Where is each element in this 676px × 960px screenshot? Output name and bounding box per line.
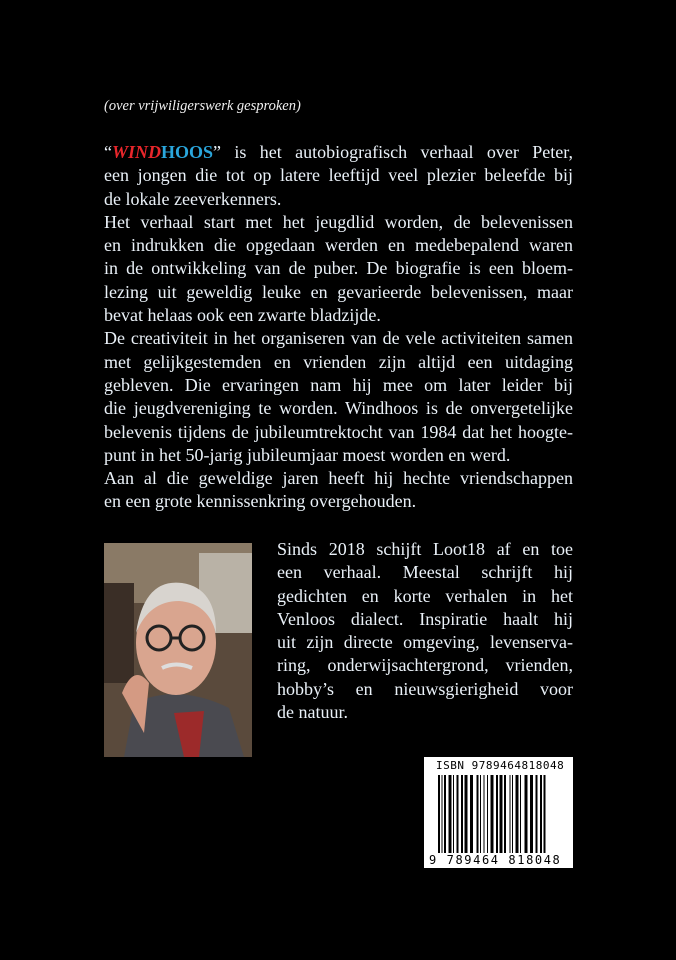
isbn-label: ISBN 9789464818048 [436, 759, 565, 772]
blurb [104, 141, 573, 514]
barcode-bar [453, 775, 454, 853]
barcode-bar [500, 775, 503, 853]
blurb-line: Aan al die geweldige jaren heeft hij hechte vriendschappen [104, 468, 573, 489]
barcode-bar [457, 775, 459, 853]
blurb-line: een jongen die tot op latere leeftijd veel plezier beleefde bij [104, 165, 573, 186]
isbn-digits: 9 789464 818048 [429, 853, 562, 867]
quote: “ [104, 142, 112, 162]
barcode-bar [510, 775, 511, 853]
barcode-bar [480, 775, 481, 853]
blurb-line: in de ontwikkeling van de puber. De biografie is een bloem- [104, 258, 573, 279]
barcode-bar [496, 775, 498, 853]
barcode-bar [449, 775, 452, 853]
barcode-bar [461, 775, 463, 853]
barcode-bar [470, 775, 473, 853]
barcode-bar [512, 775, 513, 853]
blurb-line: punt in het 50-jarig jubileumjaar moest worden en werd. [104, 444, 511, 465]
barcode-bars [438, 775, 558, 865]
blurb-line [104, 141, 573, 164]
barcode-bar [442, 775, 443, 865]
isbn-barcode [424, 757, 573, 868]
bio-line: hobby’s en nieuwsgierigheid voor [277, 678, 573, 699]
barcode-bar [477, 775, 479, 853]
barcode-bar [520, 775, 521, 853]
blurb-line: De creativiteit in het organiseren van de vele activiteiten samen [104, 328, 573, 349]
bio-line: uit zijn directe omgeving, levenserva- [277, 632, 573, 653]
barcode-bar [504, 775, 506, 853]
blurb-line: en indrukken die opgedaan werden en medebepalend waren [104, 235, 573, 256]
barcode-bar [484, 775, 485, 853]
blurb-line-rest: is het autobiografisch verhaal over Peter, [221, 142, 573, 162]
barcode-bar [525, 775, 528, 853]
blurb-line: lezing uit geweldig leuke en gevarieerde belevenissen, maar [104, 281, 573, 302]
title-hoos: HOOS [161, 142, 214, 162]
barcode-bar [491, 775, 494, 865]
bio-line: Sinds 2018 schijft Loot18 af en toe [277, 539, 573, 559]
blurb-line: bevat helaas ook een zwarte bladzijde. [104, 305, 381, 326]
barcode-bar [544, 775, 546, 865]
barcode-bar [438, 775, 440, 865]
barcode-bar [465, 775, 468, 853]
title-wind: WIND [112, 142, 162, 162]
blurb-line: en een grote kennissenkring overgehouden. [104, 491, 417, 512]
barcode-bar [540, 775, 542, 865]
bio-line: een verhaal. Meestal schrijft hij [277, 562, 573, 583]
barcode-bar [530, 775, 533, 853]
bio-line: de natuur. [277, 702, 348, 723]
author-bio [277, 538, 573, 724]
bio-line: gedichten en korte verhalen in het [277, 585, 573, 606]
quote: ” [213, 142, 222, 162]
author-photo [104, 543, 252, 757]
blurb-line: de lokale zeeverkenners. [104, 188, 282, 209]
blurb-line: met gelijkgestemden en vrienden zijn altijd een uitdaging [104, 351, 573, 372]
barcode-bar [487, 775, 488, 853]
blurb-line: Het verhaal start met het jeugdlid worden, de belevenissen [104, 211, 573, 232]
bio-line: Venloos dialect. Inspiratie haalt hij [277, 608, 573, 629]
blurb-line: die jeugdvereniging te worden. Windhoos is de onvergetelijke [104, 398, 573, 419]
blurb-line: gebleven. Die ervaringen nam hij mee om later leider bij [104, 374, 573, 395]
subtitle: (over vrijwiligerswerk gesproken) [104, 98, 301, 114]
barcode-bar [516, 775, 519, 853]
blurb-line: belevenis tijdens de jubileumtrektocht van 1984 dat het hoogte- [104, 421, 573, 442]
barcode-bar [536, 775, 538, 853]
bio-line: ring, onderwijsachtergrond, vrienden, [277, 655, 573, 676]
barcode-bar [444, 775, 446, 853]
